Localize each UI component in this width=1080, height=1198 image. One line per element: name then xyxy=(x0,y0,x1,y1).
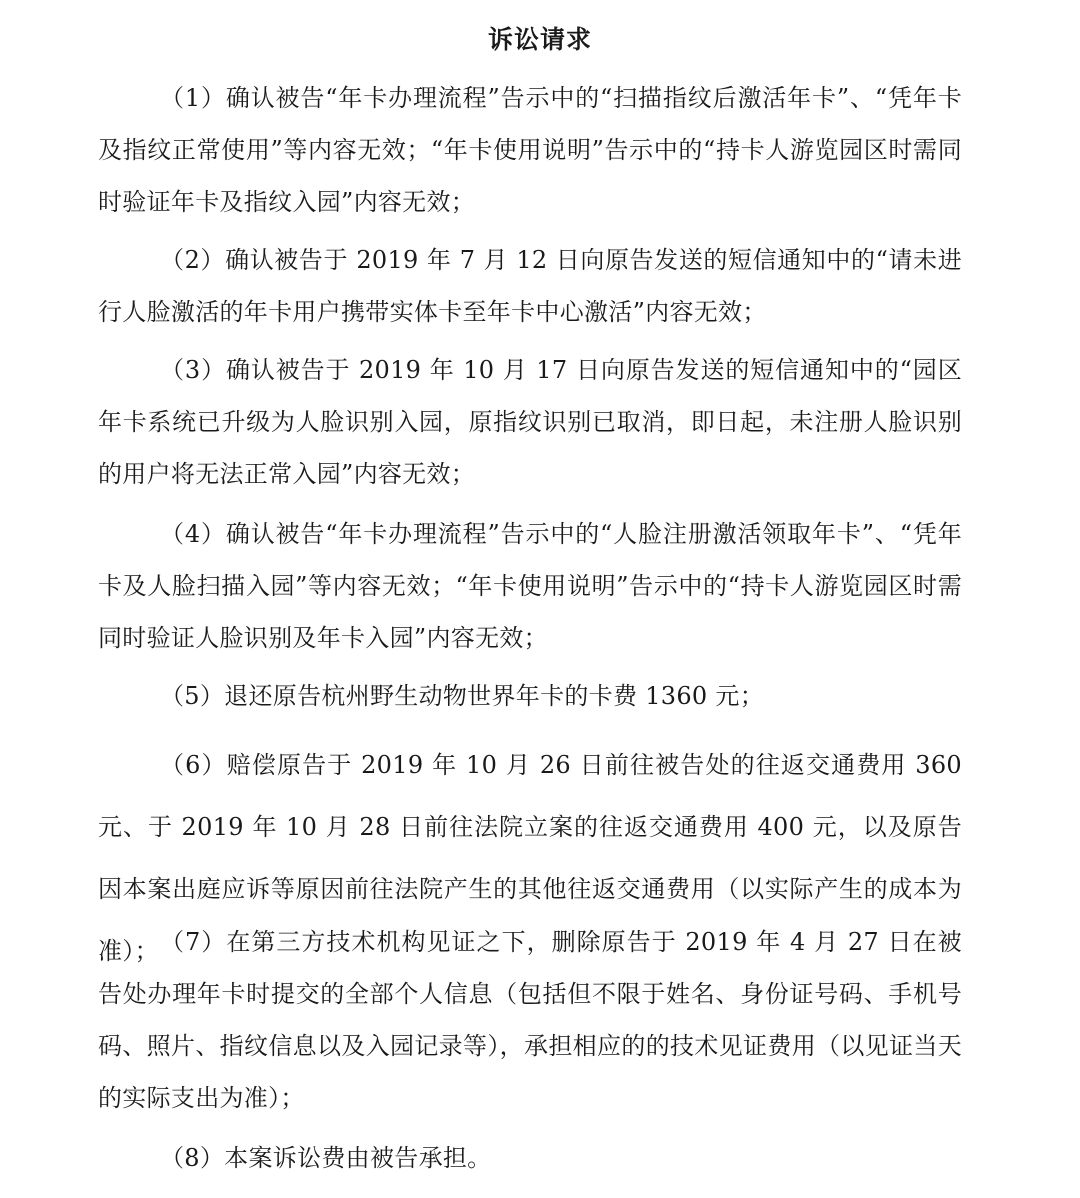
claim-paragraph-7: （7）在第三方技术机构见证之下，删除原告于 2019 年 4 月 27 日在被告处办理年卡时提交的全部个人信息（包括但不限于姓名、身份证号码、手机号码、照片、指纹信息以及入园记录等），承担相应的的技术见证费用（以见证当天的实际支出为准）； xyxy=(98,928,962,1112)
claim-paragraph-6: （6）赔偿原告于 2019 年 10 月 26 日前往被告处的往返交通费用 360 元、于 2019 年 10 月 28 日前往法院立案的往返交通费用 400 元，以及原告因本案出庭应诉等原因前往法院产生的其他往返交通费用（以实际产生的成本为准）； xyxy=(98,751,962,965)
claim-paragraph-3: （3）确认被告于 2019 年 10 月 17 日向原告发送的短信通知中的“园区年卡系统已升级为人脸识别入园，原指纹识别已取消，即日起，未注册人脸识别的用户将无法正常入园”内容无效； xyxy=(98,356,962,488)
claim-paragraph-8: （8）本案诉讼费由被告承担。 xyxy=(160,1144,492,1172)
claim-paragraph-5: （5）退还原告杭州野生动物世界年卡的卡费 1360 元； xyxy=(160,682,765,710)
claim-paragraph-2: （2）确认被告于 2019 年 7 月 12 日向原告发送的短信通知中的“请未进行人脸激活的年卡用户携带实体卡至年卡中心激活”内容无效； xyxy=(98,246,962,326)
document-title: 诉讼请求 xyxy=(487,25,592,54)
claim-paragraph-4: （4）确认被告“年卡办理流程”告示中的“人脸注册激活领取年卡”、“凭年卡及人脸扫描入园”等内容无效；“年卡使用说明”告示中的“持卡人游览园区时需同时验证人脸识别及年卡入园”内容无效； xyxy=(98,520,962,652)
claim-paragraph-1: （1）确认被告“年卡办理流程”告示中的“扫描指纹后激活年卡”、“凭年卡及指纹正常使用”等内容无效；“年卡使用说明”告示中的“持卡人游览园区时需同时验证年卡及指纹入园”内容无效； xyxy=(98,84,962,216)
